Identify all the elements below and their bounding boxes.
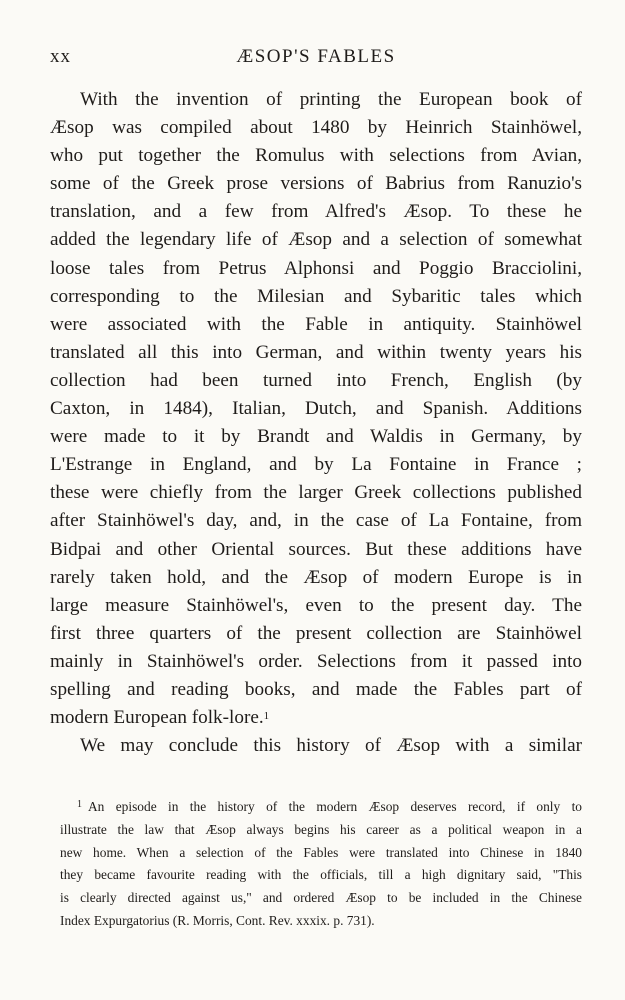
footnote-line: new home. When a selection of the Fables were translated into Chinese in 1840 (60, 844, 582, 860)
text-line: were made to it by Brandt and Waldis in Germany, by (50, 426, 582, 448)
text-line: L'Estrange in England, and by La Fontaine in France ; (50, 454, 582, 476)
footnote-line: they became favourite reading with the officials, till a high dignitary said, "This (60, 867, 582, 883)
text-line: rarely taken hold, and the Æsop of modern Europe is in (50, 566, 582, 588)
text-line: some of the Greek prose versions of Babrius from Ranuzio's (50, 173, 582, 195)
text-line: after Stainhöwel's day, and, in the case of La Fontaine, from (50, 510, 582, 532)
text-line: Bidpai and other Oriental sources. But these additions have (50, 538, 582, 560)
text-line: modern European folk-lore. (50, 707, 264, 729)
footnote-reference: 1 (263, 710, 270, 723)
text-line: Caxton, in 1484), Italian, Dutch, and Spanish. Additions (50, 398, 582, 420)
footnote-first-line (60, 796, 582, 819)
text-line: With the invention of printing the European book of (80, 89, 582, 110)
text-line: corresponding to the Milesian and Sybaritic tales which (50, 285, 582, 307)
text-line: collection had been turned into French, English (by (50, 369, 582, 391)
footnote-line: An episode in the history of the modern Æsop deserves record, if only to (88, 799, 582, 814)
footnote (60, 796, 582, 933)
text-line: first three quarters of the present collection are Stainhöwel (50, 622, 582, 644)
main-text (50, 86, 582, 760)
text-line: these were chiefly from the larger Greek collections published (50, 482, 582, 504)
text-line: translated all this into German, and within twenty years his (50, 341, 582, 363)
text-line: mainly in Stainhöwel's order. Selections from it passed into (50, 650, 582, 672)
text-line: added the legendary life of Æsop and a selection of somewhat (50, 229, 582, 251)
text-line: spelling and reading books, and made the Fables part of (50, 678, 582, 700)
text-line: who put together the Romulus with selections from Avian, (50, 145, 582, 167)
footnote-line: is clearly directed against us," and ordered Æsop to be included in the Chinese (60, 890, 582, 906)
text-line: We may conclude this history of Æsop with a similar (80, 735, 582, 757)
running-title: ÆSOP'S FABLES (236, 46, 396, 67)
footnote-line: illustrate the law that Æsop always begins his career as a political weapon in a (60, 821, 582, 837)
text-line: translation, and a few from Alfred's Æsop. To these he (50, 201, 582, 223)
text-line: were associated with the Fable in antiquity. Stainhöwel (50, 313, 582, 335)
paragraph-end-line (50, 704, 582, 732)
text-line: loose tales from Petrus Alphonsi and Poggio Bracciolini, (50, 257, 582, 279)
running-header (50, 46, 582, 74)
page-number: xx (50, 46, 71, 67)
footnote-number: 1 (77, 799, 82, 810)
text-line: large measure Stainhöwel's, even to the present day. The (50, 594, 582, 616)
text-line: Æsop was compiled about 1480 by Heinrich Stainhöwel, (50, 117, 582, 139)
footnote-line: Index Expurgatorius (R. Morris, Cont. Rev. xxxix. p. 731). (60, 912, 375, 928)
